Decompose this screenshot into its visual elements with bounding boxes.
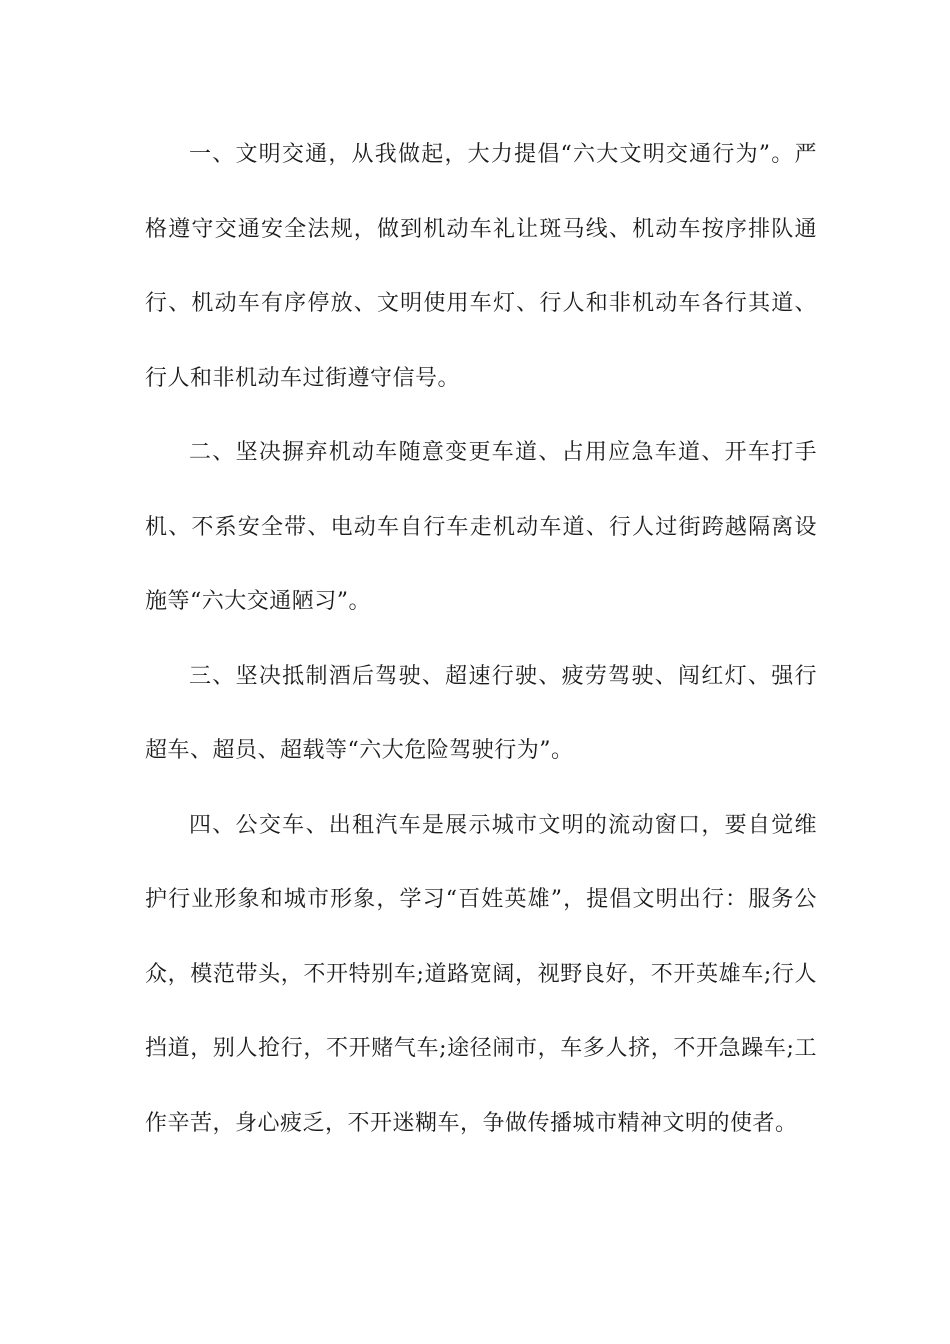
document-body [145,118,817,1161]
paragraph-4: 四、公交车、出租汽车是展示城市文明的流动窗口，要自觉维护行业形象和城市形象，学习“百姓英雄”，提倡文明出行：服务公众，模范带头，不开特别车;道路宽阔，视野良好，不开英雄车;行人挡道，别人抢行，不开赌气车;途径闹市，车多人挤，不开急躁车;工作辛苦，身心疲乏，不开迷糊车，争做传播城市精神文明的使者。 [145,812,817,1136]
paragraph-2: 二、坚决摒弃机动车随意变更车道、占用应急车道、开车打手机、不系安全带、电动车自行车走机动车道、行人过街跨越隔离设施等“六大交通陋习”。 [145,440,817,614]
paragraph-1: 一、文明交通，从我做起，大力提倡“六大文明交通行为”。严格遵守交通安全法规，做到机动车礼让斑马线、机动车按序排队通行、机动车有序停放、文明使用车灯、行人和非机动车各行其道、行人和非机动车过街遵守信号。 [145,142,817,391]
paragraph-3: 三、坚决抵制酒后驾驶、超速行驶、疲劳驾驶、闯红灯、强行超车、超员、超载等“六大危险驾驶行为”。 [145,663,817,763]
